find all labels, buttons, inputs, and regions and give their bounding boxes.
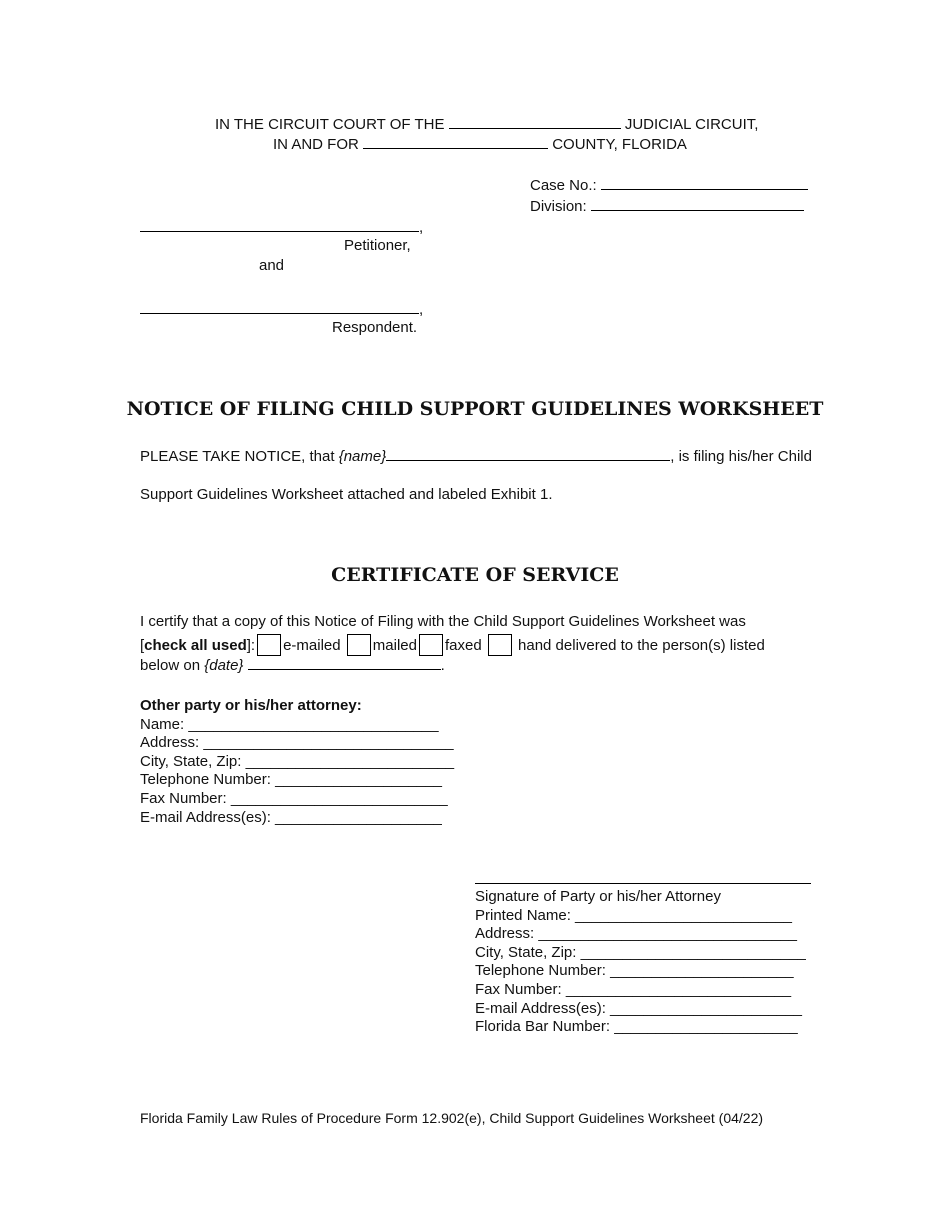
signer-fax[interactable]: Fax Number: ___________________________	[475, 980, 792, 998]
notice-line2: Support Guidelines Worksheet attached and labeled Exhibit 1.	[140, 486, 553, 503]
petitioner-label: Petitioner,	[344, 237, 411, 254]
notice-line1: PLEASE TAKE NOTICE, that {name} , is filing his/her Child	[140, 448, 812, 465]
case-number-field: Case No.:	[530, 175, 808, 194]
signer-email[interactable]: E-mail Address(es): _______________________	[475, 999, 802, 1017]
other-party-name[interactable]: Name: ______________________________	[140, 715, 439, 733]
other-party-city-state-zip[interactable]: City, State, Zip: _________________________	[140, 752, 455, 770]
service-method-row: [check all used]: e-mailed mailed faxed hand delivered to the person(s) listed	[140, 634, 765, 656]
other-party-telephone[interactable]: Telephone Number: ____________________	[140, 771, 442, 789]
court-caption-line1: IN THE CIRCUIT COURT OF THE JUDICIAL CIRCUIT,	[215, 116, 759, 133]
notice-title: NOTICE OF FILING CHILD SUPPORT GUIDELINES WORKSHEET	[126, 398, 824, 420]
case-number-blank[interactable]	[601, 175, 808, 190]
filer-name-blank[interactable]	[386, 446, 670, 461]
mailed-checkbox[interactable]	[347, 634, 371, 656]
circuit-blank[interactable]	[449, 114, 621, 129]
respondent-name-field: ,	[140, 299, 423, 318]
petitioner-blank[interactable]	[140, 217, 419, 232]
county-blank[interactable]	[363, 134, 548, 149]
other-party-address[interactable]: Address: ______________________________	[140, 734, 454, 752]
other-party-heading: Other party or his/her attorney:	[140, 697, 362, 714]
and-label: and	[259, 257, 285, 274]
other-party-email[interactable]: E-mail Address(es): ____________________	[140, 808, 442, 826]
respondent-blank[interactable]	[140, 299, 419, 314]
division-blank[interactable]	[591, 196, 804, 211]
service-date-blank[interactable]	[248, 655, 441, 670]
signer-bar-number[interactable]: Florida Bar Number: ______________________	[475, 1018, 798, 1036]
signer-telephone[interactable]: Telephone Number: ______________________	[475, 962, 794, 980]
hand-delivered-checkbox[interactable]	[488, 634, 512, 656]
signer-printed-name[interactable]: Printed Name: __________________________	[475, 906, 792, 924]
other-party-fax[interactable]: Fax Number: __________________________	[140, 789, 448, 807]
certificate-line1: I certify that a copy of this Notice of Filing with the Child Support Guidelines Worksheet was	[140, 613, 746, 630]
court-caption-line2: IN AND FOR COUNTY, FLORIDA	[273, 136, 687, 153]
signature-block	[475, 888, 806, 1037]
division-field: Division:	[530, 196, 804, 215]
petitioner-name-field: ,	[140, 217, 423, 236]
signature-line[interactable]	[475, 883, 811, 884]
certificate-title: CERTIFICATE OF SERVICE	[331, 564, 619, 586]
signature-label: Signature of Party or his/her Attorney	[475, 888, 721, 905]
faxed-checkbox[interactable]	[419, 634, 443, 656]
form-footer: Florida Family Law Rules of Procedure Form 12.902(e), Child Support Guidelines Worksheet (04/22)	[140, 1110, 764, 1126]
emailed-checkbox[interactable]	[257, 634, 281, 656]
service-date-row: below on {date} .	[140, 657, 445, 674]
signer-city-state-zip[interactable]: City, State, Zip: ___________________________	[475, 943, 806, 961]
respondent-label: Respondent.	[332, 319, 418, 336]
other-party-block	[140, 697, 454, 827]
signer-address[interactable]: Address: _______________________________	[475, 925, 797, 943]
